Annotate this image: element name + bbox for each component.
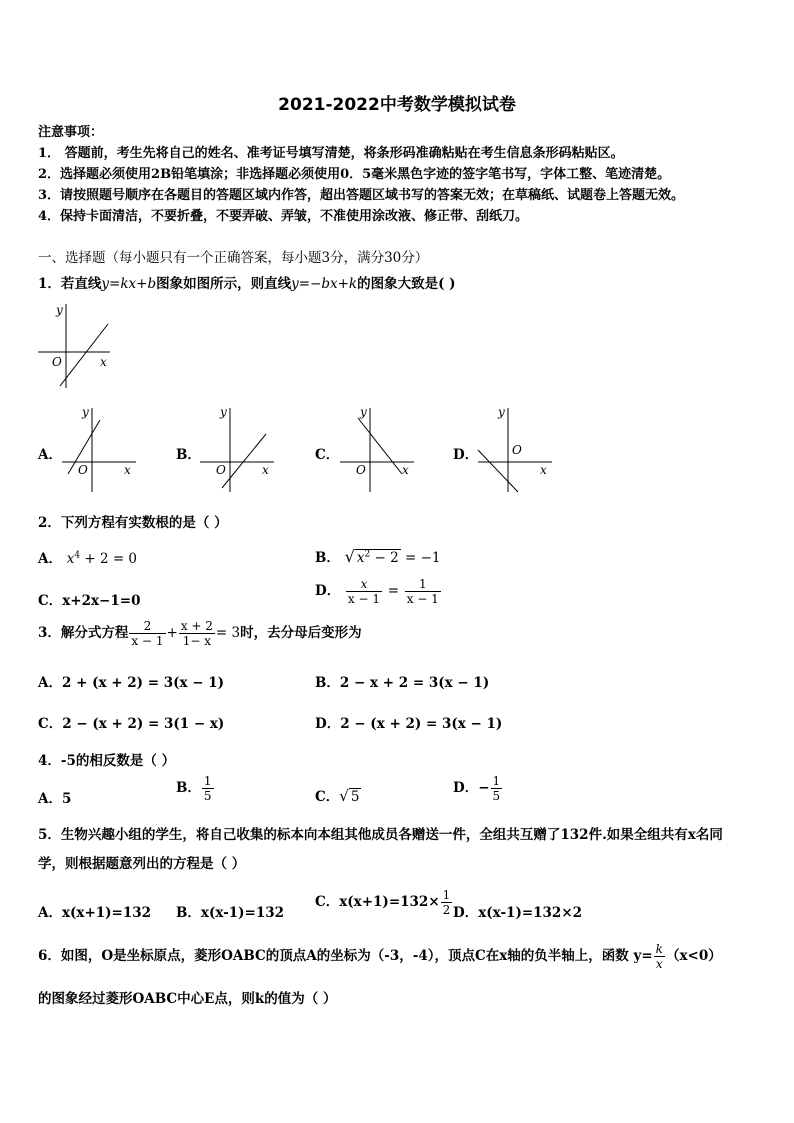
q4-c-label: C． [315, 789, 340, 805]
q2-a-rest: + 2 = 0 [80, 551, 138, 567]
q2-d-frac-2 [405, 577, 441, 606]
q3-f2-den: 1− x [182, 634, 211, 648]
q2-option-d [315, 577, 442, 606]
q1-a-o: O [78, 463, 88, 477]
q1-eq1: y=kx+b [101, 276, 157, 292]
q2-b-rad-base: x [356, 550, 365, 566]
notes-heading: 注意事项： [38, 125, 104, 140]
q2-a-base: x [66, 551, 75, 567]
q2-d-frac-1 [346, 577, 382, 606]
q1-main-x-label: x [100, 355, 107, 369]
q2-b-label: B． [315, 550, 340, 566]
q1-d-x: x [540, 463, 547, 477]
q5-option-b: B．x(x-1)=132 [176, 905, 285, 921]
q4-c-radical-sign: √ [339, 787, 349, 805]
q2-option-a [38, 547, 137, 567]
q1-post: 的图象大致是( ) [357, 276, 456, 292]
q1-given-graph [36, 300, 120, 390]
q4-b-den: 5 [203, 789, 212, 803]
q6-f-den: x [655, 957, 663, 971]
q3-post: 时，去分母后变形为 [240, 625, 362, 641]
q1-b-y: y [220, 405, 227, 419]
q4-b-num: 1 [203, 774, 212, 788]
q5-c-num: 1 [442, 888, 451, 902]
q3-option-a: A．2 + (x + 2) = 3(x − 1) [38, 675, 225, 691]
note-item-1: 1． 答题前，考生先将自己的姓名、准考证号填写清楚，将条形码准确粘贴在考生信息条形码粘贴区。 [38, 146, 624, 161]
q3-eq: = 3 [215, 625, 241, 641]
q2-b-radical-sign: √ [344, 547, 355, 566]
q4-option-c [315, 785, 361, 805]
question-4-stem: 4．-5的相反数是（ ） [38, 753, 176, 769]
q1-main-y-label: y [56, 303, 63, 317]
q3-frac-2 [179, 619, 215, 648]
question-2-stem: 2．下列方程有实数根的是（ ） [38, 515, 228, 531]
q1-c-y: y [360, 405, 367, 419]
q1-a-y: y [82, 405, 89, 419]
note-item-4: 4．保持卡面清洁，不要折叠，不要弄破、弄皱，不准使用涂改液、修正带、刮纸刀。 [38, 209, 529, 224]
q6-frac [654, 942, 665, 971]
q2-option-b [315, 546, 440, 566]
q1-d-o: O [512, 443, 522, 457]
note-item-3: 3．请按照题号顺序在各题目的答题区域内作答，超出答题区域书写的答案无效；在草稿纸、试题卷上答题无效。 [38, 188, 685, 203]
section-heading: 一、选择题（每小题只有一个正确答案，每小题3分，满分30分） [38, 250, 429, 266]
q1-a-x: x [124, 463, 131, 477]
q3-f1-den: x − 1 [131, 634, 164, 648]
q1-option-b-graph [196, 402, 280, 494]
q4-option-a: A．5 [38, 791, 72, 807]
q1-option-a-label: A． [38, 447, 62, 463]
page-title: 2021-2022中考数学模拟试卷 [278, 95, 516, 115]
q2-d-f2-num: 1 [405, 577, 441, 592]
q1-b-x: x [262, 463, 269, 477]
q1-option-c-graph [336, 402, 420, 494]
q1-option-d-label: D． [453, 447, 479, 463]
q3-pre: 3．解分式方程 [38, 625, 129, 641]
question-5-line-2: 学，则根据题意列出的方程是（ ） [38, 856, 246, 872]
q5-c-den: 2 [442, 903, 451, 917]
question-3-stem [38, 619, 362, 648]
q4-option-b [176, 774, 215, 803]
q3-option-d: D．2 − (x + 2) = 3(x − 1) [315, 716, 503, 732]
q3-f1-num: 2 [129, 619, 165, 634]
q1-main-o-label: O [52, 355, 62, 369]
q1-d-y: y [498, 405, 505, 419]
question-1-stem [38, 272, 456, 292]
q1-option-b-label: B． [176, 447, 201, 463]
q4-option-d [453, 774, 503, 803]
q3-plus: + [166, 625, 178, 641]
q1-pre: 1．若直线 [38, 276, 102, 292]
q4-b-frac [202, 774, 214, 803]
q1-c-x: x [402, 463, 409, 477]
q3-f2-num: x + 2 [180, 619, 213, 633]
q2-b-rest: = −1 [400, 550, 441, 566]
q1-b-o: O [216, 463, 226, 477]
question-5-line-1: 5．生物兴趣小组的学生，将自己收集的标本向本组其他成员各赠送一件，全组共互赠了132件.如果全组共有x名同 [38, 827, 723, 843]
q3-option-b: B．2 − x + 2 = 3(x − 1) [315, 675, 490, 691]
q1-option-a-graph [58, 402, 142, 494]
q4-c-radicand: 5 [350, 789, 360, 805]
question-6-line-1 [38, 942, 722, 971]
q2-d-f1-num: x [346, 577, 382, 592]
q1-option-c-label: C． [315, 447, 340, 463]
q1-c-o: O [356, 463, 366, 477]
q2-a-label: A． [38, 551, 62, 567]
q2-d-f1-den: x − 1 [347, 592, 381, 606]
q1-eq2: y=−bx+k [291, 276, 358, 292]
q5-option-a: A．x(x+1)=132 [38, 905, 152, 921]
q1-option-d-graph [474, 402, 558, 494]
q2-b-rad-exp: 2 [364, 549, 371, 560]
q5-c-frac [441, 888, 453, 917]
q3-option-c: C．2 − (x + 2) = 3(1 − x) [38, 716, 225, 732]
q2-d-eq: = [387, 583, 400, 599]
q5-c-pre: C．x(x+1)=132× [315, 894, 440, 910]
q2-d-f2-den: x − 1 [406, 592, 439, 606]
q5-option-c [315, 888, 453, 917]
q6-f-num: k [655, 942, 663, 956]
q2-b-radicand [355, 549, 401, 566]
q2-a-exp: 4 [74, 550, 81, 561]
question-6-line-2: 的图象经过菱形OABC中心E点，则k的值为（ ） [38, 991, 337, 1007]
q2-b-rad-rest: − 2 [370, 550, 399, 566]
q2-d-label: D． [315, 583, 341, 599]
q4-b-label: B． [176, 780, 201, 796]
q6-pre: 6．如图，O是坐标原点，菱形OABC的顶点A的坐标为（-3，-4），顶点C在x轴的负半轴上，函数 y= [38, 948, 653, 964]
q1-mid: 图象如图所示，则直线 [156, 276, 292, 292]
q5-option-d: D．x(x-1)=132×2 [453, 905, 583, 921]
note-item-2: 2．选择题必须使用2B铅笔填涂；非选择题必须使用0．5毫米黑色字迹的签字笔书写，字体工整、笔迹清楚。 [38, 167, 671, 182]
q4-d-label: D．− [453, 780, 490, 796]
q2-option-c: C．x+2x−1=0 [38, 593, 141, 609]
q3-frac-1 [129, 619, 165, 648]
q4-d-frac [491, 774, 503, 803]
q4-d-den: 5 [492, 789, 501, 803]
q6-post: （x<0） [665, 948, 722, 964]
q4-d-num: 1 [492, 774, 501, 788]
